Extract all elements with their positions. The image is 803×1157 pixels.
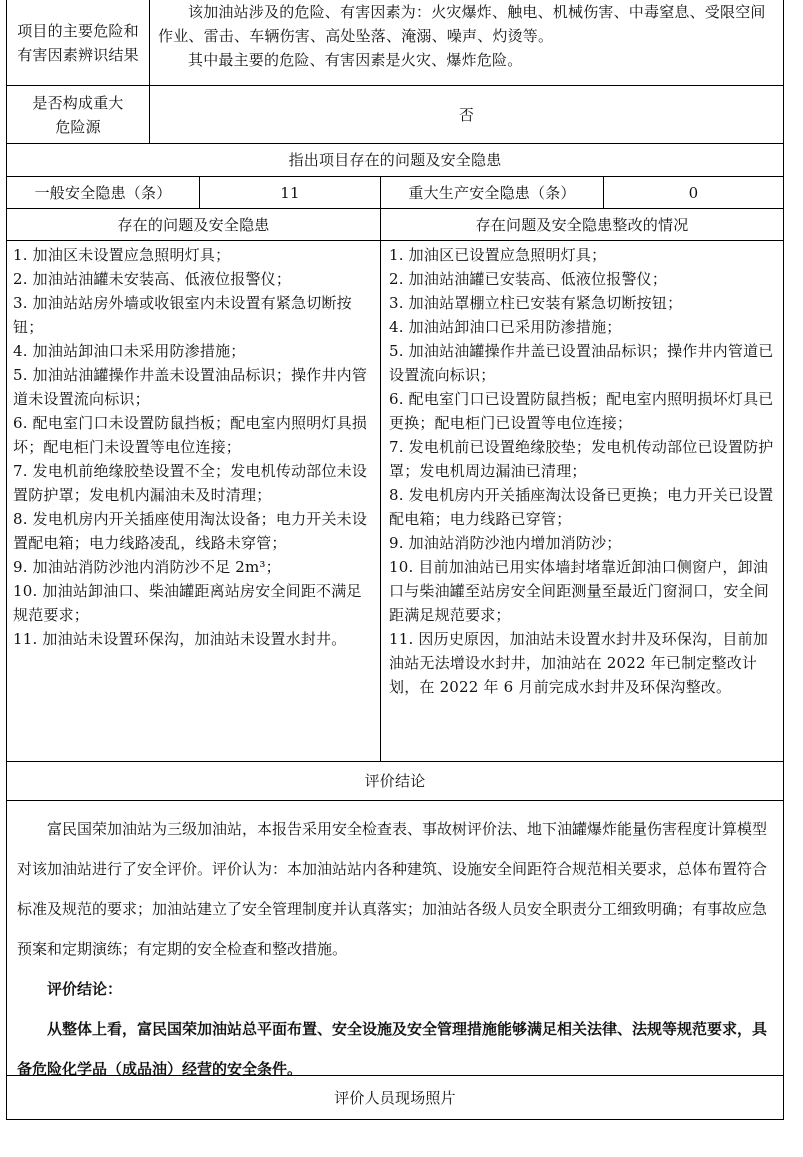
issues-column-header: 存在的问题及安全隐患 — [117, 215, 270, 234]
issue-item: 3. 加油站站房外墙或收银室内未设置有紧急切断按钮； — [13, 294, 352, 336]
general-count-label: 一般安全隐患（条） — [34, 183, 172, 202]
rectification-item: 7. 发电机前已设置绝缘胶垫；发电机传动部位已设置防护罩；发电机周边漏油已清理； — [389, 438, 774, 480]
general-count-value-cell — [199, 176, 381, 209]
rectification-item: 5. 加油站油罐操作井盖已设置油品标识；操作井内管道已设置流向标识； — [389, 342, 774, 384]
issue-item: 6. 配电室门口未设置防鼠挡板；配电室内照明灯具损坏；配电柜门未设置等电位连接； — [13, 414, 368, 456]
issues-list-cell — [6, 240, 381, 762]
major-hazard-label-cell — [6, 85, 150, 144]
conclusion-header-cell — [6, 761, 784, 801]
photos-header: 评价人员现场照片 — [334, 1088, 456, 1107]
conclusion-paragraph: 富民国荣加油站为三级加油站，本报告采用安全检查表、事故树评价法、地下油罐爆炸能量伤害程度计算模型对该加油站进行了安全评价。评价认为：本加油站站内各种建筑、设施安全间距符合规范相关要求，总体布置符合标准及规范的要求；加油站建立了安全管理制度并认真落实；加油站各级人员安全职责分工细致明确；有事故应急预案和定期演练；有定期的安全检查和整改措施。 — [17, 820, 768, 958]
rectification-item: 9. 加油站消防沙池内增加消防沙； — [389, 534, 622, 552]
rectification-item: 11. 因历史原因，加油站未设置水封井及环保沟，目前加油站无法增设水封井，加油站在 2022 年已制定整改计划，在 2022 年 6 月前完成水封井及环保沟整改。 — [389, 630, 769, 696]
rectification-item: 4. 加油站卸油口已采用防渗措施； — [389, 318, 622, 336]
rectification-item: 6. 配电室门口已设置防鼠挡板；配电室内照明损坏灯具已更换；配电柜门已设置等电位连接； — [389, 390, 774, 432]
problems-header-cell — [6, 143, 784, 177]
conclusion-bold-paragraph: 从整体上看，富民国荣加油站总平面布置、安全设施及安全管理措施能够满足相关法律、法规等规范要求，具备危险化学品（成品油）经营的安全条件。 — [17, 1020, 768, 1078]
issue-item: 9. 加油站消防沙池内消防沙不足 2m³； — [13, 558, 281, 576]
hazard-label: 项目的主要危险和有害因素辨识结果 — [17, 21, 139, 64]
conclusion-header: 评价结论 — [364, 772, 426, 790]
problems-header: 指出项目存在的问题及安全隐患 — [288, 151, 502, 169]
general-count-label-cell — [6, 176, 200, 209]
major-count-value-cell — [603, 176, 784, 209]
major-hazard-value: 否 — [458, 105, 475, 124]
major-hazard-value-cell — [149, 85, 784, 144]
rectification-item: 10. 目前加油站已用实体墙封堵靠近卸油口侧窗户，卸油口与柴油罐至站房安全间距测量至最近门窗洞口，安全间距满足规范要求； — [389, 558, 770, 624]
issue-item: 11. 加油站未设置环保沟，加油站未设置水封井。 — [13, 630, 347, 648]
conclusion-body-cell — [6, 800, 784, 1076]
conclusion-label: 评价结论： — [47, 980, 123, 998]
hazard-label-cell — [6, 0, 150, 86]
hazard-text-2: 其中最主要的危险、有害因素是火灾、爆炸危险。 — [188, 51, 523, 69]
hazard-text-1: 该加油站涉及的危险、有害因素为：火灾爆炸、触电、机械伤害、中毒窒息、受限空间作业、雷击、车辆伤害、高处坠落、淹溺、噪声、灼烫等。 — [158, 3, 766, 45]
issue-item: 1. 加油区未设置应急照明灯具； — [13, 246, 231, 264]
issues-column-header-cell — [6, 208, 381, 241]
major-count-label: 重大生产安全隐患（条） — [408, 183, 576, 202]
rectification-item: 3. 加油站罩棚立柱已安装有紧急切断按钮； — [389, 294, 683, 312]
rectification-list-cell — [380, 240, 784, 762]
rectification-item: 8. 发电机房内开关插座淘汰设备已更换；电力开关已设置配电箱；电力线路已穿管； — [389, 486, 774, 528]
issue-item: 7. 发电机前绝缘胶垫设置不全；发电机传动部位未设置防护罩；发电机内漏油未及时清理； — [13, 462, 368, 504]
issue-item: 10. 加油站卸油口、柴油罐距离站房安全间距不满足规范要求； — [13, 582, 362, 624]
rectification-item: 2. 加油站油罐已安装高、低液位报警仪； — [389, 270, 668, 288]
major-hazard-label: 是否构成重大危险源 — [32, 93, 124, 136]
issue-item: 8. 发电机房内开关插座使用淘汰设备；电力开关未设置配电箱；电力线路凌乱，线路未穿管； — [13, 510, 368, 552]
photos-header-cell — [6, 1075, 784, 1120]
major-count-value: 0 — [688, 183, 699, 202]
general-count-value: 11 — [280, 183, 300, 202]
issue-item: 4. 加油站卸油口未采用防渗措施； — [13, 342, 246, 360]
rectification-column-header: 存在问题及安全隐患整改的情况 — [475, 215, 689, 234]
issue-item: 5. 加油站油罐操作井盖未设置油品标识；操作井内管道未设置流向标识； — [13, 366, 368, 408]
hazard-text-cell — [149, 0, 784, 86]
major-count-label-cell — [380, 176, 604, 209]
issue-item: 2. 加油站油罐未安装高、低液位报警仪； — [13, 270, 292, 288]
rectification-item: 1. 加油区已设置应急照明灯具； — [389, 246, 607, 264]
rectification-column-header-cell — [380, 208, 784, 241]
